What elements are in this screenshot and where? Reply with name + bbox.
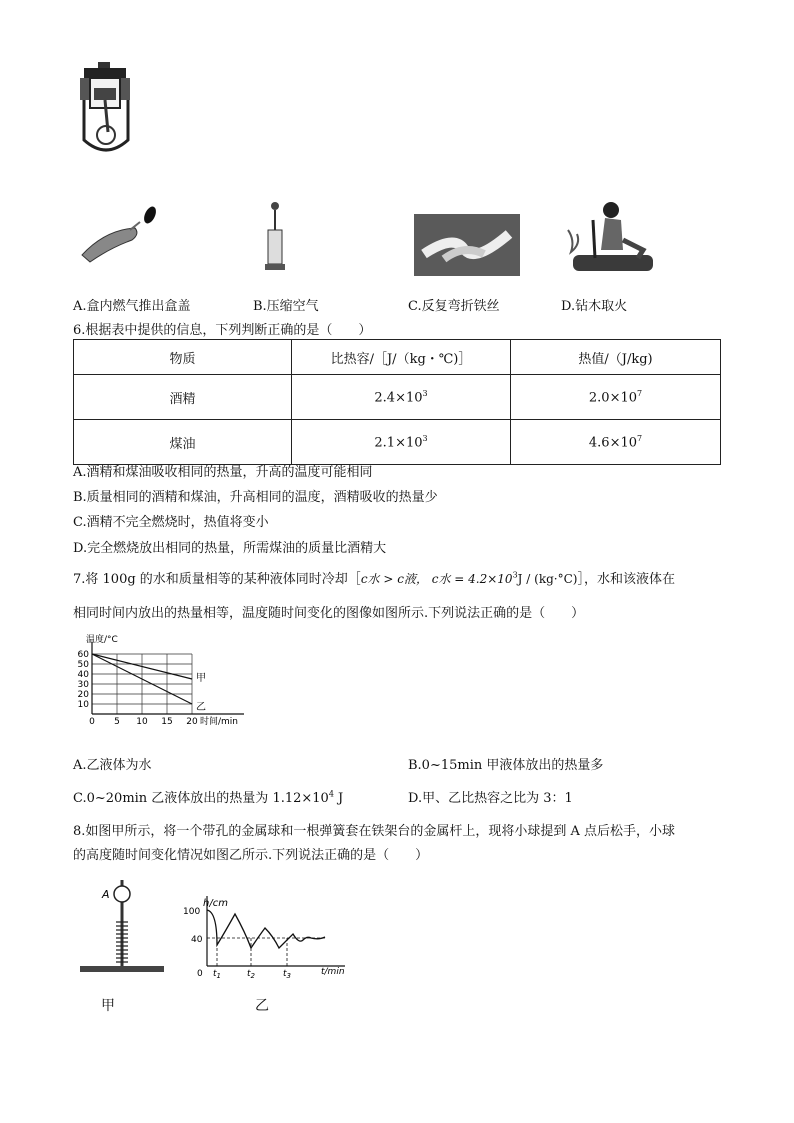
header-substance: 物质 bbox=[74, 340, 292, 375]
mantissa: 2.1×10 bbox=[374, 435, 423, 451]
mantissa: 2.0×10 bbox=[588, 390, 637, 406]
q7-option-c bbox=[73, 787, 343, 806]
mantissa: 2.4×10 bbox=[374, 390, 423, 406]
y-axis-label: 温度/°C bbox=[86, 635, 118, 645]
x-tick-label: 10 bbox=[136, 717, 148, 727]
x-axis-label: t/min bbox=[321, 967, 345, 977]
x-tick-label: 0 bbox=[89, 717, 95, 727]
y-tick-label: 30 bbox=[77, 680, 89, 690]
q8-stem-line1: 8.如图甲所示，将一个带孔的金属球和一根弹簧套在铁架台的金属杆上，现将小球提到 A 点后松手，小球 bbox=[73, 824, 676, 839]
x-tick-label: 5 bbox=[114, 717, 120, 727]
q7-option-c-exp: 4 bbox=[328, 789, 334, 799]
cell-heat-value bbox=[511, 420, 721, 465]
q7-option-a: A.乙液体为水 bbox=[73, 758, 152, 773]
y-tick-label: 50 bbox=[77, 660, 89, 670]
series-label: 乙 bbox=[196, 702, 206, 713]
table-row bbox=[74, 420, 721, 465]
cell-specific-heat bbox=[292, 375, 511, 420]
origin-label: 0 bbox=[197, 969, 203, 979]
properties-table bbox=[73, 339, 721, 465]
q7-stem-line1 bbox=[73, 568, 675, 587]
q7-formula-unit: J / (kg·°C) bbox=[517, 572, 578, 586]
series-label: 甲 bbox=[196, 673, 206, 684]
height-time-chart bbox=[183, 892, 355, 980]
q7-stem-text2: ］，水和该液体在 bbox=[577, 572, 675, 587]
y-axis-label: h/cm bbox=[203, 898, 228, 909]
q7-stem-text: 7.将 100g 的水和质量相等的某种液体同时冷却［ bbox=[73, 572, 361, 587]
q7-stem-line2: 相同时间内放出的热量相等，温度随时间变化的图像如图所示.下列说法正确的是（ ） bbox=[73, 606, 585, 621]
header-specific-heat: 比热容/［J/（kg・℃)］ bbox=[292, 340, 511, 375]
y-tick-100: 100 bbox=[183, 907, 201, 917]
y-tick-label: 10 bbox=[77, 700, 89, 710]
y-tick-label: 20 bbox=[77, 690, 89, 700]
q5-option-d: D.钻木取火 bbox=[561, 299, 628, 314]
y-tick-40: 40 bbox=[191, 935, 203, 945]
drill-wood-fire-image bbox=[563, 200, 663, 278]
temperature-time-chart bbox=[70, 632, 260, 744]
q7-option-c-unit: J bbox=[333, 791, 344, 806]
q5-option-a: A.盒内燃气推出盒盖 bbox=[73, 299, 191, 314]
q6-option-c: C.酒精不完全燃烧时，热值将变小 bbox=[73, 515, 269, 530]
y-tick-label: 60 bbox=[77, 650, 89, 660]
figure-jia-label: 甲 bbox=[101, 998, 115, 1014]
x-tick-label: 20 bbox=[186, 717, 198, 727]
q7-option-d: D.甲、乙比热容之比为 3：1 bbox=[408, 791, 573, 806]
q6-option-a: A.酒精和煤油吸收相同的热量，升高的温度可能相同 bbox=[73, 465, 373, 480]
q6-stem: 6.根据表中提供的信息，下列判断正确的是（ ） bbox=[73, 323, 372, 338]
figure-yi-label: 乙 bbox=[255, 998, 269, 1014]
q8-stem-line2: 的高度随时间变化情况如图乙所示.下列说法正确的是（ ） bbox=[73, 848, 429, 863]
lid-pushed-image bbox=[80, 200, 170, 270]
table-row bbox=[74, 375, 721, 420]
x-axis-label: 时间/min bbox=[200, 717, 239, 727]
mantissa: 4.6×10 bbox=[588, 435, 637, 451]
q6-option-d: D.完全燃烧放出相同的热量，所需煤油的质量比酒精大 bbox=[73, 541, 387, 556]
point-a-label: A bbox=[102, 888, 110, 901]
q7-option-c-text: C.0~20min 乙液体放出的热量为 1.12×10 bbox=[73, 791, 329, 806]
exponent: 3 bbox=[422, 433, 428, 443]
q7-formula: c水 > c液， c水 = 4.2×10 bbox=[360, 572, 513, 586]
air-compression-image bbox=[260, 200, 290, 272]
q6-option-b: B.质量相同的酒精和煤油，升高相同的温度，酒精吸收的热量少 bbox=[73, 490, 438, 505]
bending-wire-image bbox=[414, 214, 520, 276]
cell-specific-heat bbox=[292, 420, 511, 465]
y-tick-label: 40 bbox=[77, 670, 89, 680]
header-heat-value: 热值/（J/kg) bbox=[511, 340, 721, 375]
q7-formula-exp: 3 bbox=[512, 570, 518, 580]
exponent: 7 bbox=[637, 388, 643, 398]
iron-stand-figure bbox=[78, 872, 168, 978]
cell-heat-value bbox=[511, 375, 721, 420]
x-tick-label: 15 bbox=[161, 717, 173, 727]
engine-figure bbox=[76, 60, 136, 160]
t3-label: $t_3$ bbox=[283, 969, 291, 980]
table-header-row bbox=[74, 340, 721, 375]
cell-substance: 煤油 bbox=[74, 420, 292, 465]
q5-option-b: B.压缩空气 bbox=[253, 299, 319, 314]
t2-label: $t_2$ bbox=[247, 969, 255, 980]
exponent: 3 bbox=[422, 388, 428, 398]
q5-option-c: C.反复弯折铁丝 bbox=[408, 299, 500, 314]
q7-option-b: B.0~15min 甲液体放出的热量多 bbox=[408, 758, 604, 773]
cell-substance: 酒精 bbox=[74, 375, 292, 420]
t1-label: $t_1$ bbox=[213, 969, 221, 980]
exponent: 7 bbox=[637, 433, 643, 443]
